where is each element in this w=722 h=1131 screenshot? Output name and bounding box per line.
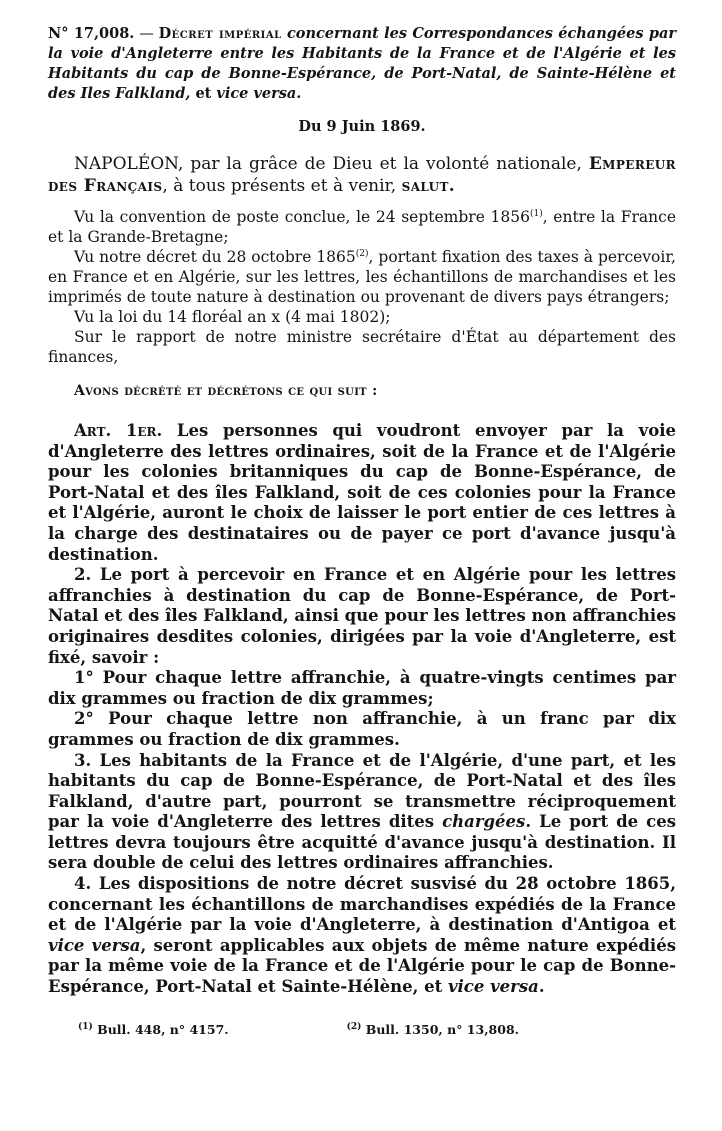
decree-heading bbox=[48, 24, 676, 104]
article-1-label: Art. 1er. bbox=[74, 421, 163, 440]
preamble-napoleon: NAPOLÉON, par la grâce de Dieu et la volonté nationale, bbox=[74, 154, 589, 174]
visa-item bbox=[48, 327, 676, 367]
article-3-text-end: . Le port de ces lettres devra toujours être acquitté d'avance jusqu'à destination. Il sera double de celui des lettres ordinaires affranchies. bbox=[48, 812, 676, 873]
footnote-ref: (2) bbox=[355, 248, 369, 259]
article-2-item-2: 2° Pour chaque lettre non affranchie, à un franc par dix grammes ou fraction de dix grammes. bbox=[48, 709, 676, 749]
visa-text: , portant fixation des taxes à percevoir, en France et en Algérie, sur les lettres, les échantillons de marchandises et les imprimés de toute nature à destination ou provenant de divers pays étrangers; bbox=[48, 248, 676, 306]
footnote-text: Bull. 1350, n° 13,808. bbox=[361, 1021, 519, 1037]
footnote-1 bbox=[78, 1022, 229, 1037]
visa-text: Sur le rapport de notre ministre secrétaire d'État au département des finances, bbox=[48, 328, 676, 366]
enacting-formula: Avons décrété et décrétons ce qui suit : bbox=[74, 383, 378, 399]
footnote-mark: (2) bbox=[346, 1021, 362, 1032]
footnote-ref: (1) bbox=[529, 208, 543, 219]
article-3 bbox=[48, 751, 676, 875]
visa-text: Vu notre décret du 28 octobre 1865 bbox=[74, 248, 356, 266]
article-4-emphasis: vice versa bbox=[48, 935, 141, 955]
decree-date: Du 9 Juin 1869. bbox=[298, 118, 426, 135]
visa-item bbox=[48, 207, 676, 247]
article-2: 2. Le port à percevoir en France et en Algérie pour les lettres affranchies à destination du cap de Bonne-Espérance, de Port-Natal et des îles Falkland, ainsi que pour les lettres non affranchies originaires desdites colonies, dirigées par la voie d'Angleterre, est fixé, savoir : bbox=[48, 565, 676, 667]
articles bbox=[48, 421, 676, 998]
preamble-salut: salut. bbox=[401, 176, 456, 196]
decree-label: Décret impérial bbox=[158, 25, 282, 42]
article-4-text-end: . bbox=[538, 977, 545, 997]
footnote-text: Bull. 448, n° 4157. bbox=[92, 1021, 229, 1037]
article-4-text: 4. Les dispositions de notre décret susvisé du 28 octobre 1865, concernant les échantillons de marchandises expédiés de la France et de l'Algérie par la voie d'Angleterre, à destination d'Antigoa et bbox=[48, 874, 676, 935]
article-4 bbox=[48, 874, 676, 998]
decree-number: N° 17,008. bbox=[48, 25, 135, 42]
document-page bbox=[48, 24, 676, 1037]
visa-item bbox=[48, 307, 676, 327]
preamble bbox=[48, 153, 676, 197]
article-2-item-1: 1° Pour chaque lettre affranchie, à quatre-vingts centimes par dix grammes ou fraction de dix grammes; bbox=[48, 668, 676, 708]
preamble-rest: , à tous présents et à venir, bbox=[162, 176, 402, 196]
preamble-empereur: Empereur des Français bbox=[48, 154, 676, 196]
article-3-text: 3. Les habitants de la France et de l'Algérie, d'une part, et les habitants du cap de Bonne-Espérance, de Port-Natal et des îles Falkland, d'autre part, pourront se transmettre réciproquement par la voie d'Angleterre des lettres dites bbox=[48, 750, 676, 832]
visa-item bbox=[48, 247, 676, 307]
visa-list bbox=[48, 207, 676, 367]
footnote-2 bbox=[347, 1022, 519, 1037]
article-1 bbox=[48, 421, 676, 565]
visa-text: Vu la convention de poste conclue, le 24 septembre 1856 bbox=[74, 208, 530, 226]
decree-vice-versa: vice versa. bbox=[216, 85, 302, 102]
article-4-text-mid: , seront applicables aux objets de même nature expédiés par la même voie de la France et de l'Algérie pour le cap de Bonne-Espérance, Port-Natal et Sainte-Hélène, et bbox=[48, 935, 676, 997]
article-4-emphasis: vice versa bbox=[447, 977, 539, 997]
article-3-emphasis: chargées bbox=[442, 812, 526, 832]
footnotes bbox=[48, 1022, 676, 1037]
footnote-mark: (1) bbox=[78, 1021, 93, 1032]
visa-text: Vu la loi du 14 floréal an x (4 mai 1802); bbox=[74, 308, 391, 326]
heading-dash: — bbox=[134, 26, 159, 42]
decree-title: concernant les Correspondances échangées par la voie d'Angleterre entre les Habitants de la France et de l'Algérie et les Habitants du cap de Bonne-Espérance, de Port-Natal, de Sainte-Hélène et des Iles Falkland, bbox=[48, 25, 676, 102]
visa-text: , entre la France et la Grande-Bretagne; bbox=[48, 208, 676, 246]
article-1-text: Les personnes qui voudront envoyer par la voie d'Angleterre des lettres ordinaires, soit de la France et de l'Algérie pour les colonies britanniques du cap de Bonne-Espérance, de Port-Natal et des îles Falkland, soit de ces colonies pour la France et l'Algérie, auront le choix de laisser le port entier de ces lettres à la charge des destinataires ou de payer ce port d'avance jusqu'à destination. bbox=[48, 421, 677, 564]
decree-et: et bbox=[190, 85, 217, 102]
